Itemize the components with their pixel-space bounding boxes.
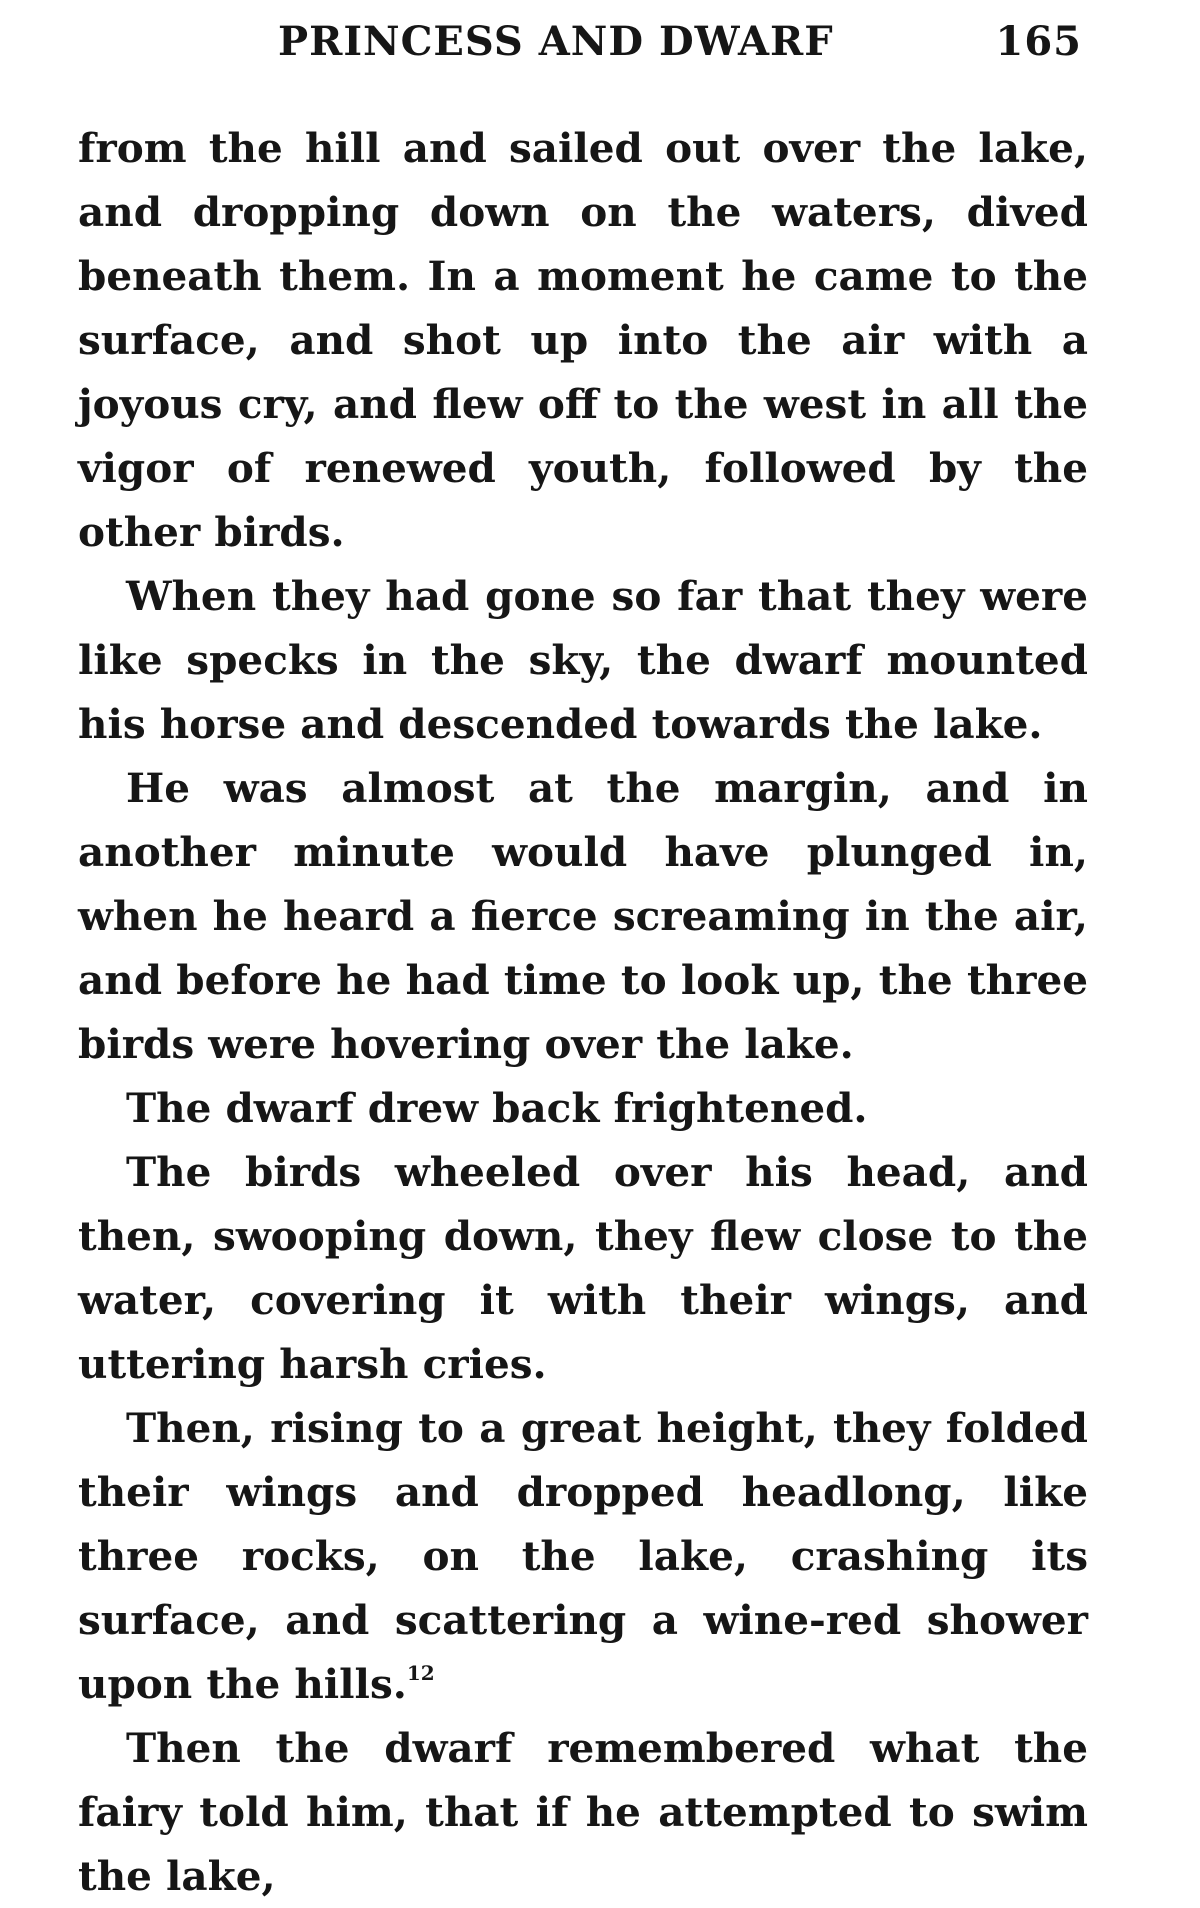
footnote-reference: 12: [406, 1661, 435, 1685]
paragraph-5: The birds wheeled over his head, and then, swooping down, they flew close to the water, covering it with their wings, and uttering harsh cries.: [78, 1148, 1088, 1388]
running-title: PRINCESS AND DWARF: [278, 18, 834, 65]
paragraph-6-text: Then, rising to a great height, they folded their wings and dropped headlong, like three rocks, on the lake, crashing its surface, and scattering a wine-red shower upon the hills.: [78, 1404, 1088, 1708]
paragraph-3: He was almost at the margin, and in another minute would have plunged in, when he heard a fierce screaming in the air, and before he had time to look up, the three birds were hovering over the lake.: [78, 764, 1088, 1068]
book-page: [78, 18, 1088, 1908]
running-head: [78, 18, 1088, 80]
paragraph-7: Then the dwarf remembered what the fairy told him, that if he attempted to swim the lake,: [78, 1724, 1088, 1900]
paragraph-4: The dwarf drew back frightened.: [126, 1084, 868, 1132]
body-text: [78, 116, 1088, 1908]
page-number: 165: [995, 18, 1082, 65]
paragraph-2: When they had gone so far that they were like specks in the sky, the dwarf mounted his horse and descended towards the lake.: [78, 572, 1088, 748]
paragraph-6: [78, 1396, 1088, 1716]
paragraph-1: from the hill and sailed out over the lake, and dropping down on the waters, dived beneath them. In a moment he came to the surface, and shot up into the air with a joyous cry, and flew off to the west in all the vigor of renewed youth, followed by the other birds.: [78, 124, 1088, 556]
